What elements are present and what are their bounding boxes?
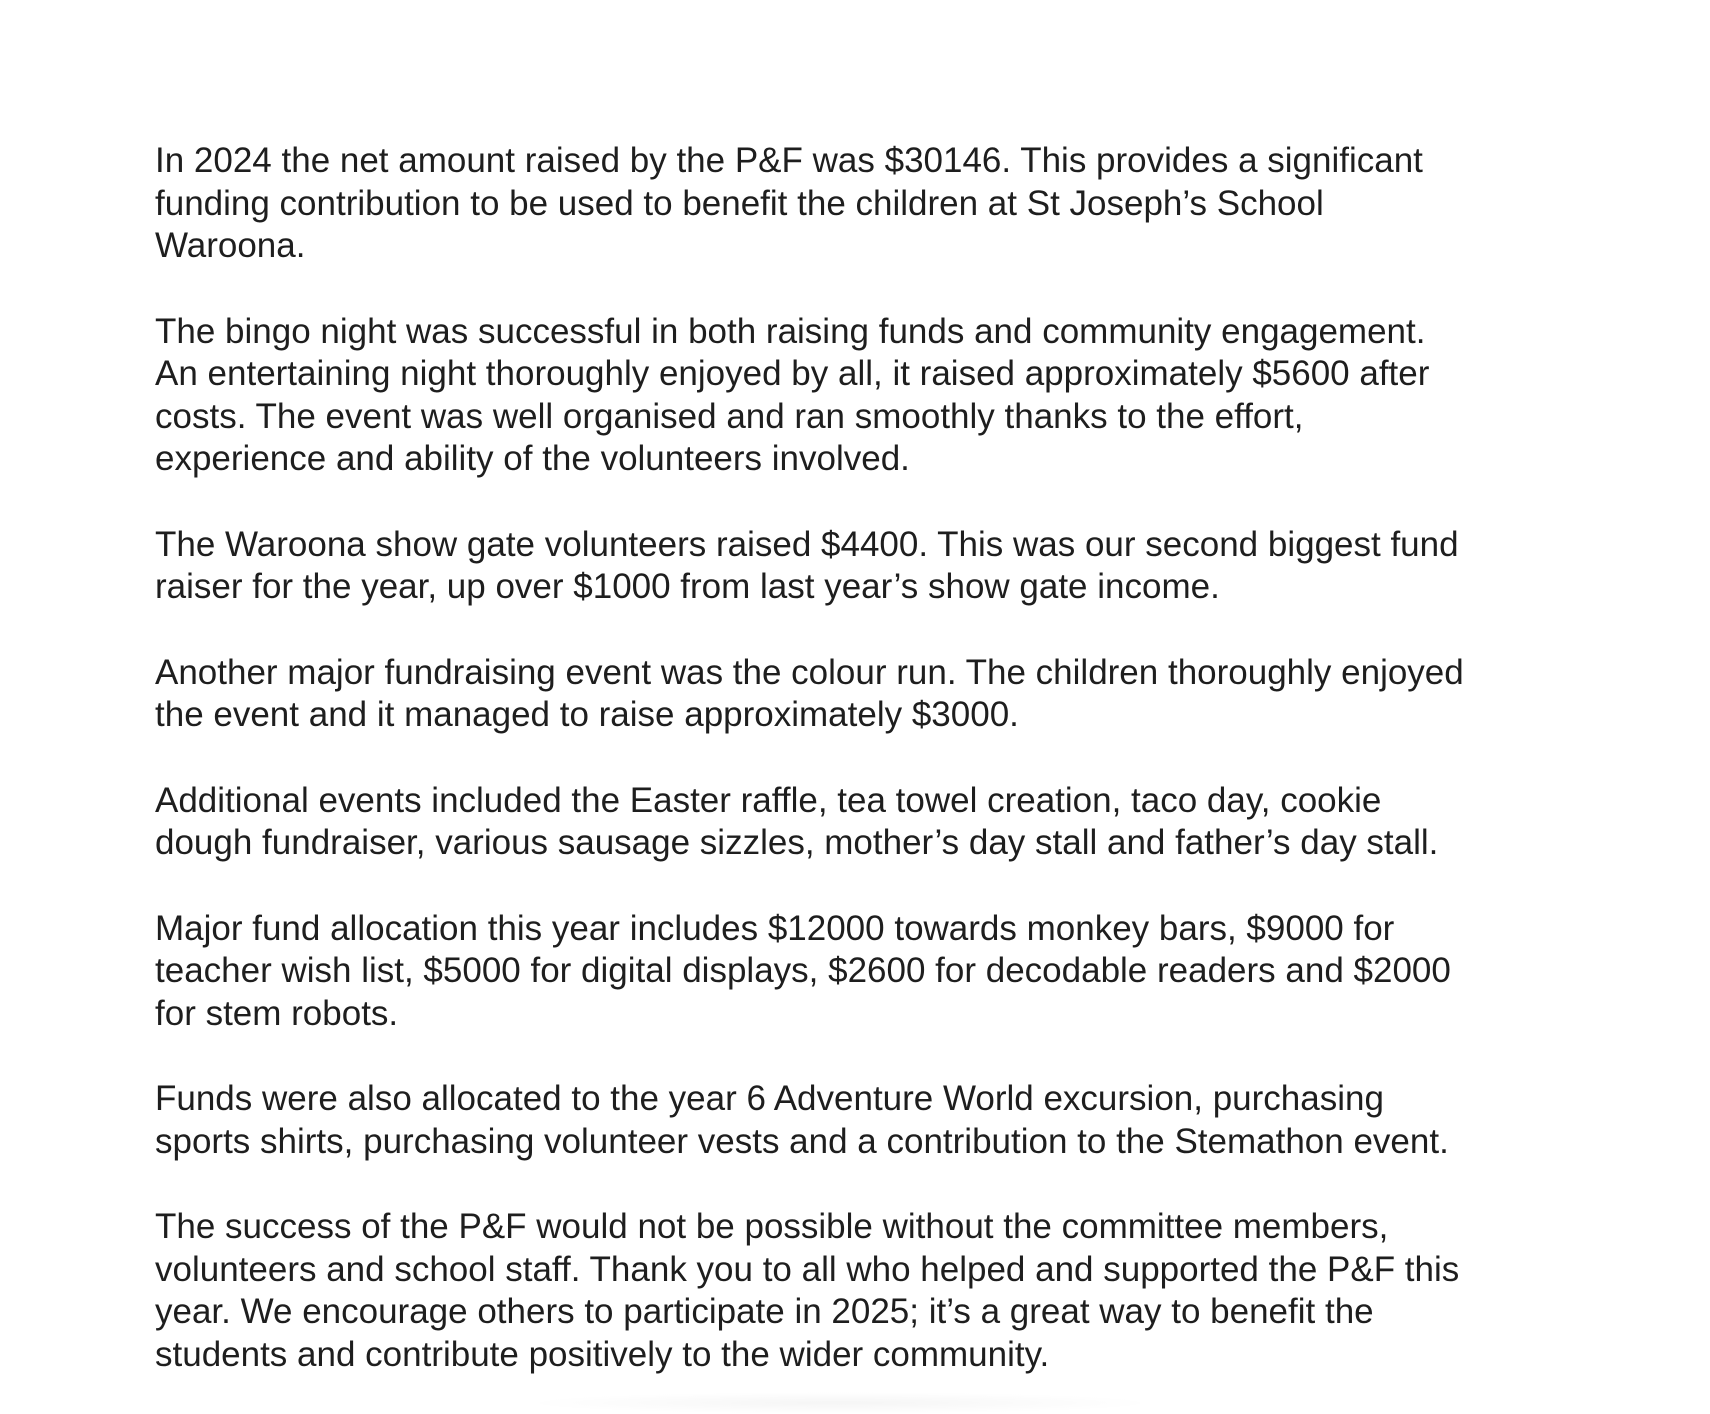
- paragraph-colour-run: [155, 652, 1595, 737]
- text-line: sports shirts, purchasing volunteer vests and a contribution to the Stemathon event.: [155, 1121, 1449, 1161]
- text-line: In 2024 the net amount raised by the P&F was $30146. This provides a significant: [155, 141, 1423, 180]
- paragraph-show-gate: [155, 524, 1595, 609]
- document-body: [155, 140, 1595, 1376]
- text-line: Additional events included the Easter raffle, tea towel creation, taco day, cookie: [155, 780, 1382, 820]
- paragraph-fund-allocation: [155, 908, 1595, 1036]
- paragraph-additional-events: [155, 780, 1595, 865]
- text-line: teacher wish list, $5000 for digital displays, $2600 for decodable readers and $2000: [155, 951, 1451, 990]
- text-line: raiser for the year, up over $1000 from last year’s show gate income.: [155, 567, 1220, 606]
- text-line: Funds were also allocated to the year 6 Adventure World excursion, purchasing: [155, 1079, 1384, 1118]
- text-line: for stem robots.: [155, 993, 399, 1033]
- text-line: volunteers and school staff. Thank you to all who helped and supported the P&F this: [155, 1249, 1460, 1289]
- text-line: The bingo night was successful in both raising funds and community engagement.: [155, 311, 1426, 351]
- text-line: Major fund allocation this year includes $12000 towards monkey bars, $9000 for: [155, 908, 1395, 948]
- text-line: dough fundraiser, various sausage sizzles, mother’s day stall and father’s day stall.: [155, 823, 1439, 862]
- paragraph-bingo-night: [155, 311, 1595, 481]
- text-line: experience and ability of the volunteers involved.: [155, 439, 910, 478]
- page-bottom-shadow: [520, 1392, 1160, 1414]
- paragraph-thank-you: [155, 1206, 1595, 1376]
- text-line: costs. The event was well organised and ran smoothly thanks to the effort,: [155, 396, 1304, 436]
- text-line: funding contribution to be used to benefit the children at St Joseph’s School: [155, 183, 1324, 223]
- paragraph-net-amount-raised: [155, 140, 1595, 268]
- paragraph-other-funds: [155, 1078, 1595, 1163]
- text-line: Another major fundraising event was the colour run. The children thoroughly enjoyed: [155, 652, 1464, 692]
- text-line: the event and it managed to raise approximately $3000.: [155, 695, 1019, 734]
- text-line: The success of the P&F would not be possible without the committee members,: [155, 1207, 1389, 1246]
- text-line: Waroona.: [155, 226, 306, 265]
- text-line: The Waroona show gate volunteers raised $4400. This was our second biggest fund: [155, 524, 1459, 564]
- text-line: year. We encourage others to participate in 2025; it’s a great way to benefit the: [155, 1292, 1374, 1331]
- text-line: students and contribute positively to the wider community.: [155, 1334, 1050, 1374]
- text-line: An entertaining night thoroughly enjoyed by all, it raised approximately $5600 after: [155, 354, 1430, 393]
